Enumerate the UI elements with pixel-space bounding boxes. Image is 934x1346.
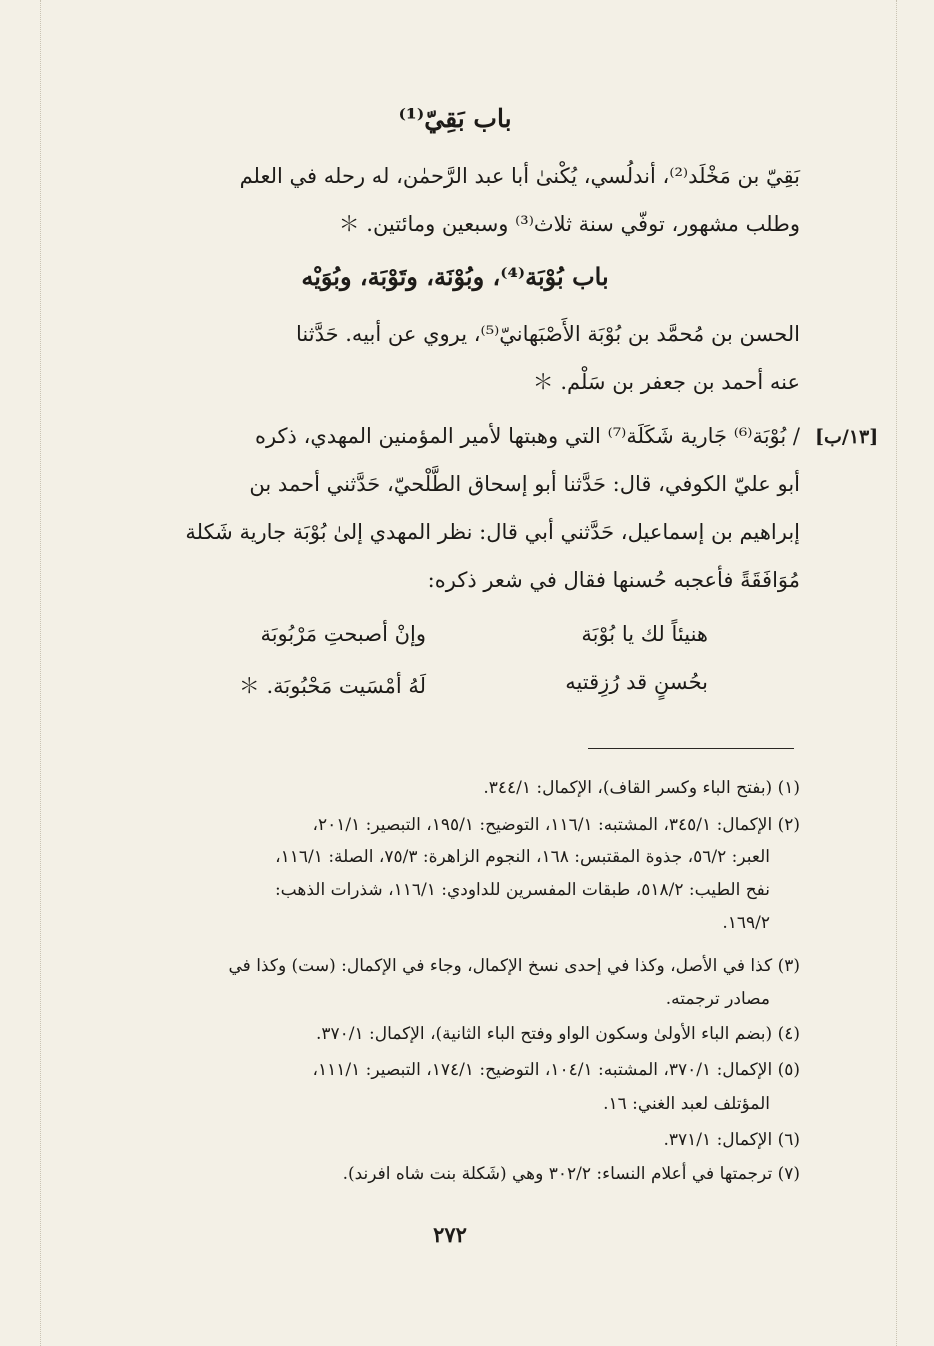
verse-2-second-hemistich: لَهُ أمْسَيت مَحْبُوبَة. ＊ [238, 674, 426, 698]
footnote-2-line-4: ١٦٩/٢. [722, 913, 770, 933]
verse-1-second-hemistich: وإنْ أصبحتِ مَرْبُوبَة [260, 622, 426, 646]
footnote-6: (٦) الإكمال: ٣٧١/١. [663, 1130, 800, 1150]
entry-buwba-line-4: مُوَافَقَةً فأعجبه حُسنها فقال في شعر ذكره: [427, 568, 800, 592]
entry-buwba-line-2: أبو عليّ الكوفي، قال: حَدَّثنا أبو إسحاق الطَّلْحيّ، حَدَّثني أحمد بن [249, 472, 800, 496]
footnote-separator [588, 748, 794, 749]
verse-2-first-hemistich: بحُسنٍ قد رُزِقتيه [565, 670, 708, 694]
footnote-2-line-3: نفح الطيب: ٥١٨/٢، طبقات المفسرين للداودي: ١١٦/١، شذرات الذهب: [274, 880, 770, 900]
page-number: ٢٧٢ [433, 1222, 467, 1247]
footnote-2-line-1: (٢) الإكمال: ٣٤٥/١، المشتبه: ١١٦/١، التوضيح: ١٩٥/١، التبصير: ٢٠١/١، [312, 815, 800, 835]
page-edge-left [40, 0, 41, 1346]
footnote-1: (١) (بفتح الباء وكسر القاف)، الإكمال: ٣٤٤/١. [483, 778, 800, 798]
entry-buwba-line-1: / بُوْبَة⁽⁶⁾ جَارية شَكَلَة⁽⁷⁾ التي وهبتها لأمير المؤمنين المهدي، ذكره [254, 424, 800, 448]
page-edge-right [896, 0, 897, 1346]
footnote-3-line-1: (٣) كذا في الأصل، وكذا في إحدى نسخ الإكمال، وجاء في الإكمال: (ست) وكذا في [228, 956, 800, 976]
footnote-3-line-2: مصادر ترجمته. [665, 989, 770, 1009]
footnote-5-line-2: المؤتلف لعبد الغني: ١٦. [603, 1094, 770, 1114]
footnote-5-line-1: (٥) الإكمال: ٣٧٠/١، المشتبه: ١٠٤/١، التوضيح: ١٧٤/١، التبصير: ١١١/١، [312, 1060, 800, 1080]
verse-1-first-hemistich: هنيئاً لك يا بُوْبَة [581, 622, 708, 646]
folio-margin-note: [١٣/ب] [815, 426, 879, 448]
entry-baqi-line-1: بَقِيّ بن مَخْلَد⁽²⁾، أندلُسي، يُكْنىٰ أبا عبد الرَّحمٰن، له رحله في العلم [239, 164, 800, 188]
entry-buwba-line-3: إبراهيم بن إسماعيل، حَدَّثني أبي قال: نظر المهدي إلىٰ بُوْبَة جارية شَكلة [185, 520, 800, 544]
entry-hasan-line-2: عنه أحمد بن جعفر بن سَلْم. ＊ [532, 370, 800, 394]
footnote-7: (٧) ترجمتها في أعلام النساء: ٣٠٢/٢ وهي (شَكلة بنت شاه افرند). [342, 1164, 800, 1184]
heading-bab-buwayh: باب بُوْبَة⁽⁴⁾، وبُوْنَة، وتَوْبَة، وبُوَيْه [301, 262, 609, 291]
footnote-4: (٤) (بضم الباء الأولىٰ وسكون الواو وفتح الباء الثانية)، الإكمال: ٣٧٠/١. [315, 1024, 800, 1044]
entry-hasan-line-1: الحسن بن مُحمَّد بن بُوْبَة الأَصْبَهانيّ⁽⁵⁾، يروي عن أبيه. حَدَّثنا [296, 322, 800, 346]
footnote-2-line-2: العبر: ٥٦/٢، جذوة المقتبس: ١٦٨، النجوم الزاهرة: ٧٥/٣، الصلة: ١١٦/١، [275, 847, 770, 867]
entry-baqi-line-2: وطلب مشهور، توفّي سنة ثلاث⁽³⁾ وسبعين ومائتين. ＊ [338, 212, 800, 236]
heading-bab-baqi: باب بَقِيّ⁽¹⁾ [398, 104, 512, 133]
